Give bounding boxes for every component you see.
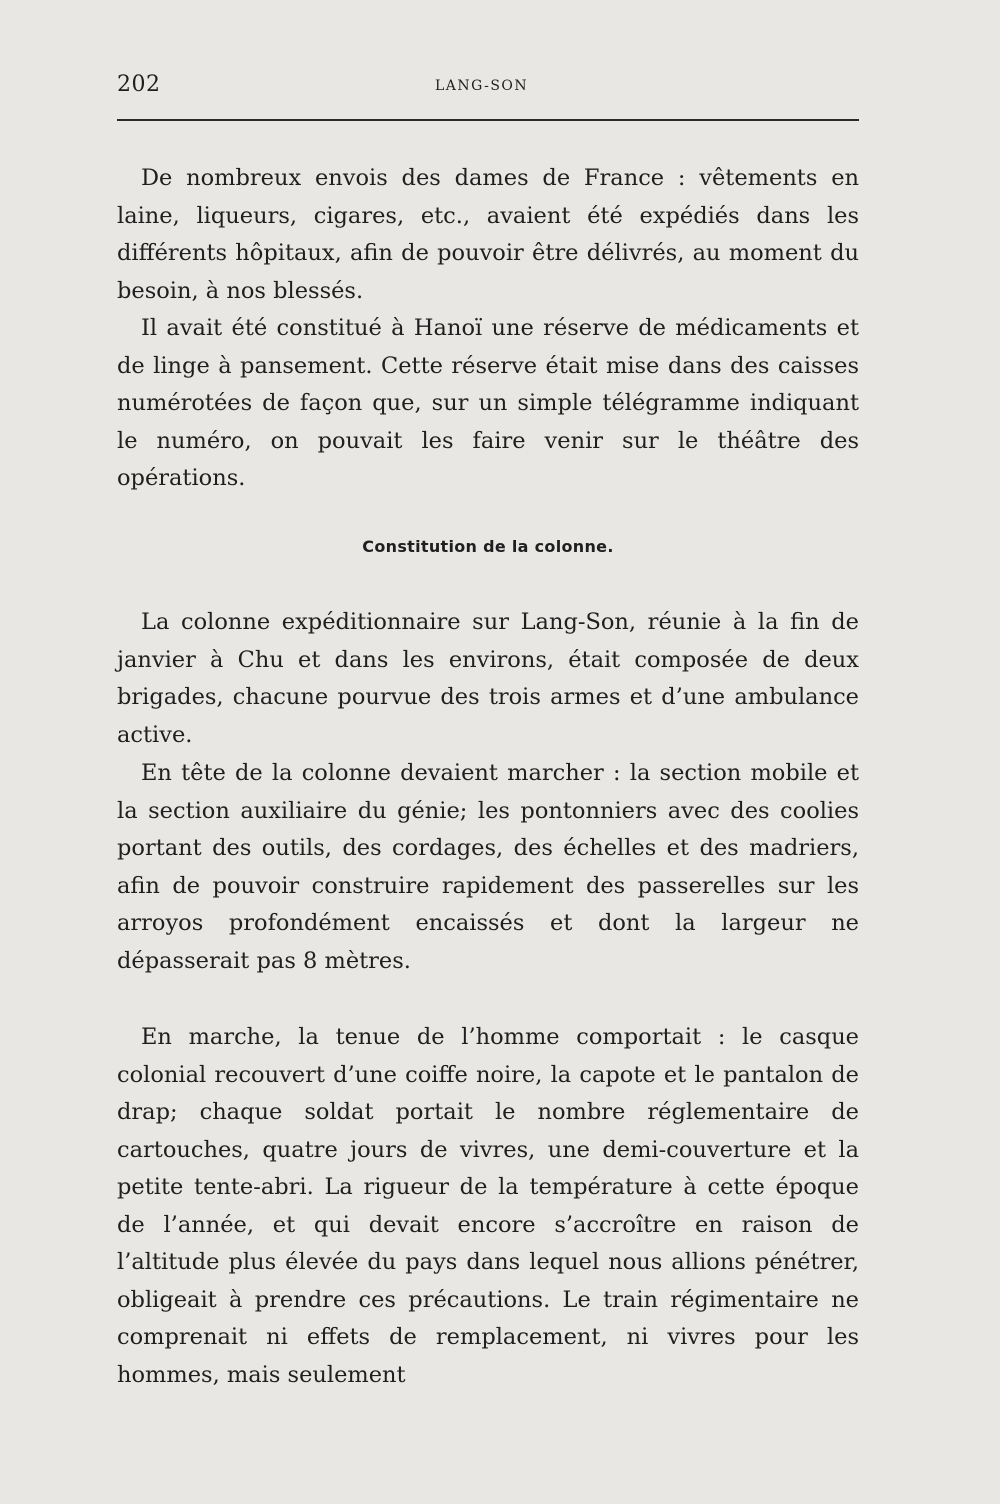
section-heading: Constitution de la colonne.: [362, 537, 614, 556]
paragraph: De nombreux envois des dames de France : vêtements en laine, liqueurs, cigares, etc., avaient été expédiés dans les différents hôpitaux, afin de pouvoir être délivrés, au moment du besoin, à nos blessés.: [117, 165, 859, 304]
running-title: LANG-SON: [435, 78, 529, 94]
paragraph: En marche, la tenue de l’homme comportait : le casque colonial recouvert d’une coiffe noire, la capote et le pantalon de drap; chaque soldat portait le nombre réglementaire de cartouches, quatre jours de vivres, une demi-couverture et la petite tente-abri. La rigueur de la température à cette époque de l’année, et qui devait encore s’accroître en raison de l’altitude plus élevée du pays dans lequel nous allions pénétrer, obligeait à prendre ces précautions. Le train régimentaire ne comprenait ni effets de remplacement, ni vivres pour les hommes, mais seulement: [117, 1024, 859, 1388]
page-number: 202: [117, 72, 161, 97]
paragraph: La colonne expéditionnaire sur Lang-Son, réunie à la fin de janvier à Chu et dans les environs, était composée de deux brigades, chacune pourvue des trois armes et d’une ambulance active.: [117, 609, 859, 748]
paragraph: Il avait été constitué à Hanoï une réserve de médicaments et de linge à pansement. Cette réserve était mise dans des caisses numérotées de façon que, sur un simple télégramme indiquant le numéro, on pouvait les faire venir sur le théâtre des opérations.: [117, 315, 859, 491]
header-rule: [117, 119, 859, 121]
paragraph: En tête de la colonne devaient marcher : la section mobile et la section auxiliaire du génie; les pontonniers avec des coolies portant des outils, des cordages, des échelles et des madriers, afin de pouvoir construire rapidement des passerelles sur les arroyos profondément encaissés et dont la largeur ne dépasserait pas 8 mètres.: [117, 760, 859, 974]
page-header: [117, 70, 859, 106]
